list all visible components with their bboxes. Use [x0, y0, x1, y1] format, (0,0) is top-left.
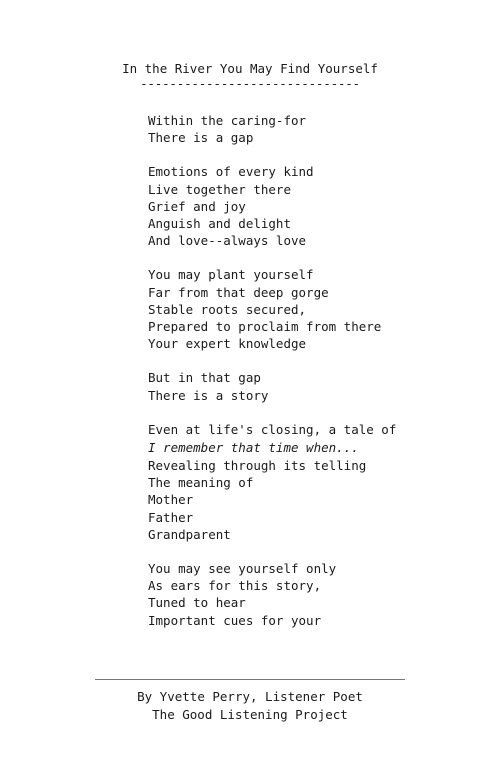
poem-title: In the River You May Find Yourself — [122, 61, 378, 76]
poem-line: The meaning of — [148, 475, 254, 491]
stanza — [148, 560, 478, 629]
poem-line: Your expert knowledge — [148, 336, 307, 352]
poem-line: There is a gap — [148, 130, 254, 146]
stanza — [148, 369, 478, 403]
poem-body — [148, 112, 478, 646]
poem-line: Tuned to hear — [148, 595, 246, 611]
stanza — [148, 163, 478, 249]
poem-line: Grief and joy — [148, 198, 246, 214]
stanza — [148, 421, 478, 543]
poem-line: You may plant yourself — [148, 267, 314, 283]
poem-line: Anguish and delight — [148, 216, 291, 232]
stanza — [148, 266, 478, 352]
poem-line: Even at life's closing, a tale of — [148, 421, 397, 437]
poem-line: There is a story — [148, 387, 269, 403]
author-byline: By Yvette Perry, Listener Poet — [137, 689, 363, 704]
poem-line: Important cues for your — [148, 612, 322, 628]
poem-line: As ears for this story, — [148, 578, 322, 594]
poem-line: But in that gap — [148, 370, 261, 386]
poem-line: Stable roots secured, — [148, 301, 307, 317]
poem-line: Far from that deep gorge — [148, 284, 329, 300]
poem-line: And love--always love — [148, 233, 307, 249]
title-underline: ------------------------------ — [140, 76, 360, 91]
stanza — [148, 112, 478, 146]
footer-divider — [95, 679, 405, 680]
poem-line: Mother — [148, 492, 194, 508]
footer — [0, 688, 500, 724]
poem-line: Father — [148, 509, 194, 525]
project-name: The Good Listening Project — [152, 707, 348, 722]
poem-line: Emotions of every kind — [148, 164, 314, 180]
poem-line: Revealing through its telling — [148, 458, 367, 474]
poem-line-italic: I remember that time when... — [148, 440, 359, 456]
poem-line: You may see yourself only — [148, 561, 337, 577]
poem-line: Live together there — [148, 181, 291, 197]
poem-line: Within the caring-for — [148, 113, 307, 128]
poem-line: Grandparent — [148, 526, 231, 542]
poem-line: Prepared to proclaim from there — [148, 319, 382, 335]
